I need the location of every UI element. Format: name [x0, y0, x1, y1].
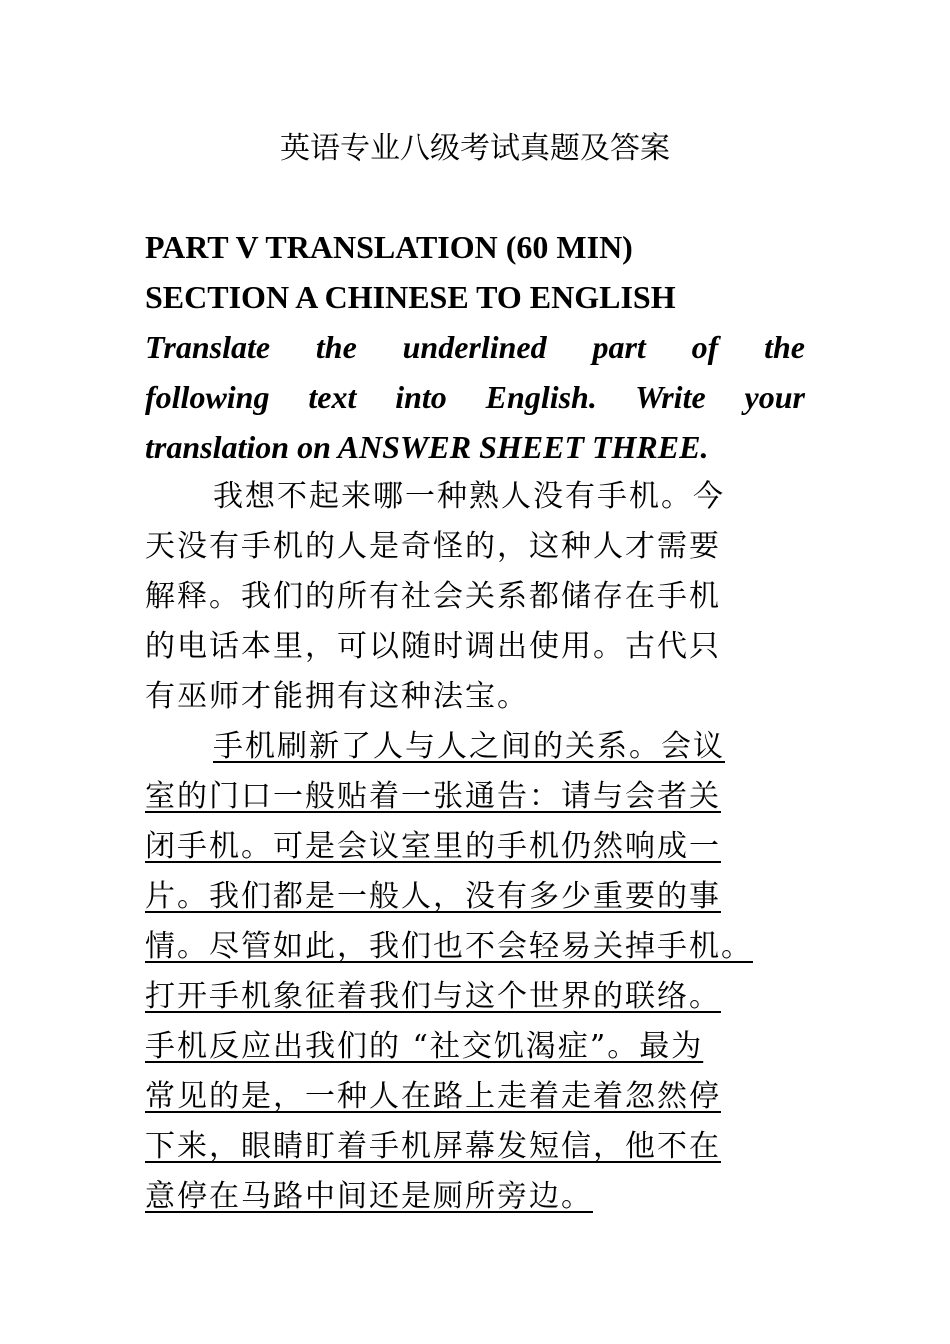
underlined-text: 闭手机。可是会议室里的手机仍然响成一	[145, 829, 721, 864]
paragraph1-line: 有巫师才能拥有这种法宝。	[145, 679, 529, 714]
paragraph1-line: 的电话本里，可以随时调出使用。古代只	[145, 629, 721, 664]
paragraph1-line: 我想不起来哪一种熟人没有手机。今	[213, 479, 725, 514]
underlined-text: 打开手机象征着我们与这个世界的联络。	[145, 979, 721, 1014]
underlined-paragraph-line	[145, 1122, 805, 1172]
underlined-text: 常见的是，一种人在路上走着走着忽然停	[145, 1079, 721, 1114]
paragraph1-line: 解释。我们的所有社会关系都储存在手机	[145, 579, 721, 614]
instruction-line: following text into English. Write your	[145, 379, 805, 415]
part-heading: PART V TRANSLATION (60 MIN)	[145, 229, 633, 265]
document-page	[145, 124, 805, 1222]
underlined-text: 手机反应出我们的 “社交饥渴症”。最为	[145, 1029, 704, 1064]
section-heading: SECTION A CHINESE TO ENGLISH	[145, 279, 676, 315]
underlined-paragraph-line	[145, 922, 805, 972]
underlined-paragraph-line	[145, 722, 805, 772]
underlined-text: 下来，眼睛盯着手机屏幕发短信，他不在	[145, 1129, 721, 1164]
underlined-paragraph-line	[145, 1072, 805, 1122]
underlined-paragraph-line	[145, 972, 805, 1022]
underlined-paragraph-line	[145, 1172, 805, 1222]
underlined-text: 手机刷新了人与人之间的关系。会议	[213, 729, 725, 764]
underlined-paragraph-line	[145, 872, 805, 922]
underlined-paragraph-line	[145, 772, 805, 822]
instruction-line: Translate the underlined part of the	[145, 329, 805, 365]
underlined-text: 片。我们都是一般人，没有多少重要的事	[145, 879, 721, 914]
underlined-paragraph-line	[145, 1022, 805, 1072]
paragraph1-line: 天没有手机的人是奇怪的，这种人才需要	[145, 529, 721, 564]
underlined-text: 室的门口一般贴着一张通告：请与会者关	[145, 779, 721, 814]
underlined-text: 情。尽管如此，我们也不会轻易关掉手机。	[145, 929, 753, 964]
underlined-paragraph-line	[145, 822, 805, 872]
document-title: 英语专业八级考试真题及答案	[280, 131, 670, 166]
underlined-text: 意停在马路中间还是厕所旁边。	[145, 1179, 593, 1214]
instruction-line: translation on ANSWER SHEET THREE.	[145, 429, 709, 465]
